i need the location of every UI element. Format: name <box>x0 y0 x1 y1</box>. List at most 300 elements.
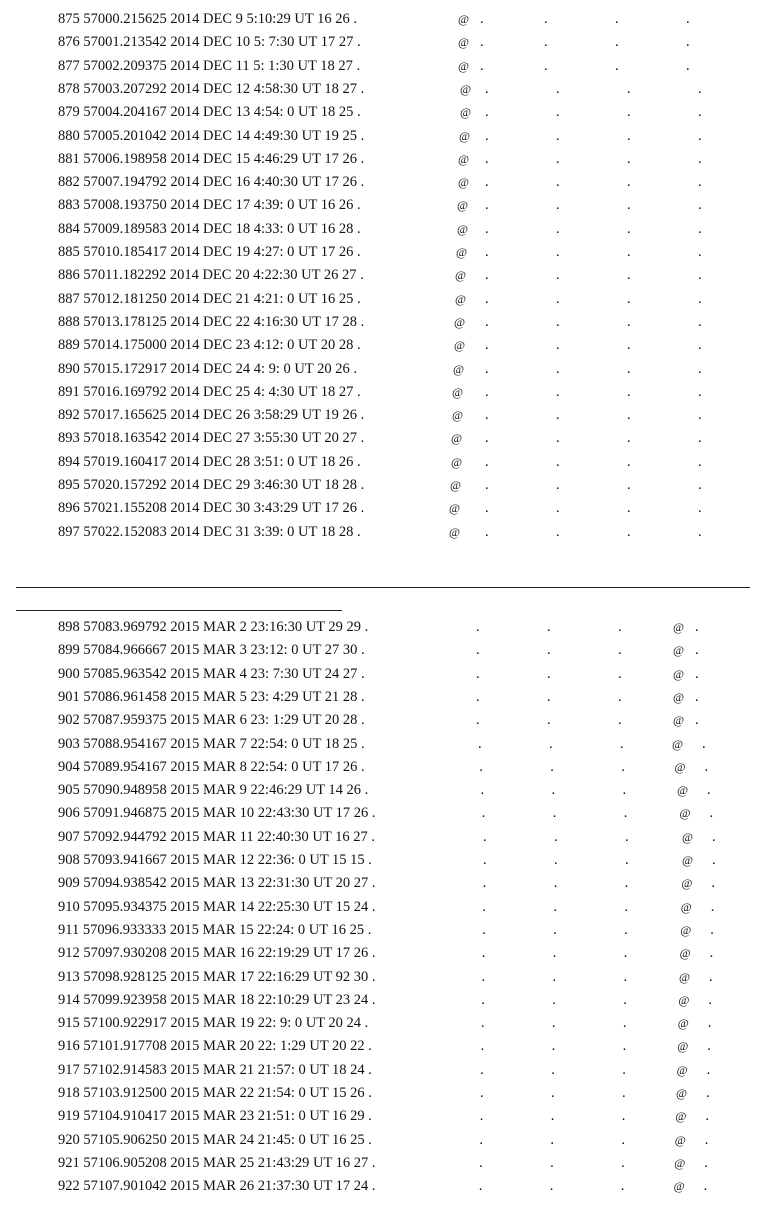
table-row <box>0 148 758 171</box>
position-marker: @ <box>450 478 462 492</box>
separator-rule-short <box>16 610 342 611</box>
table-row <box>0 427 758 450</box>
dot-marker: . <box>554 828 558 845</box>
dot-marker: . <box>482 898 487 915</box>
position-marker: @ <box>452 408 464 423</box>
row-record-text: 877 57002.209375 2014 DEC 11 5: 1:30 UT 18 27 . <box>58 57 361 74</box>
row-record-text: 892 57017.165625 2014 DEC 26 3:58:29 UT 19 26 . <box>58 407 365 424</box>
dot-marker: . <box>698 430 702 447</box>
dot-marker: . <box>553 898 558 915</box>
dot-marker: . <box>698 80 702 97</box>
dot-marker: . <box>556 150 560 167</box>
dot-marker: . <box>709 968 713 985</box>
dot-marker: . <box>552 968 557 985</box>
dot-marker: . <box>620 1178 625 1195</box>
position-marker: @ . <box>673 712 699 729</box>
row-record-text: 894 57019.160417 2014 DEC 28 3:51: 0 UT 18 26 . <box>58 453 361 470</box>
table-row <box>0 966 758 989</box>
position-marker: @ <box>679 946 691 961</box>
row-record-text: 886 57011.182292 2014 DEC 20 4:22:30 UT 26 27 . <box>58 267 364 284</box>
dot-marker: . <box>485 313 489 330</box>
position-marker: @ . <box>458 11 484 27</box>
dot-marker: . <box>479 1131 484 1148</box>
table-row <box>0 474 758 497</box>
dot-marker: . <box>622 1038 627 1055</box>
dot-marker: . <box>481 945 486 962</box>
dot-marker: . <box>698 523 702 540</box>
row-record-text: 900 57085.963542 2015 MAR 4 23: 7:30 UT 24 27 . <box>58 665 365 682</box>
dot-marker: . <box>618 642 622 659</box>
row-record-text: 918 57103.912500 2015 MAR 22 21:54: 0 UT 15 26 . <box>58 1085 372 1101</box>
dot-marker: . <box>620 735 624 752</box>
dot-marker: . <box>615 11 619 27</box>
dot-marker: . <box>480 782 485 799</box>
dot-marker: . <box>698 477 702 493</box>
table-row <box>0 334 758 357</box>
dot-marker: . <box>627 104 631 121</box>
table-row <box>0 521 758 544</box>
dot-marker: . <box>622 1015 627 1032</box>
position-marker: @ <box>677 1039 689 1054</box>
dot-marker: . <box>556 360 560 377</box>
dot-marker: . <box>627 290 631 307</box>
dot-marker: . <box>476 712 480 729</box>
dot-marker: . <box>698 267 702 284</box>
dot-marker: . <box>556 127 560 144</box>
dot-marker: . <box>627 477 631 493</box>
position-marker: @ <box>457 221 469 236</box>
dot-marker: . <box>476 642 480 659</box>
row-record-text: 911 57096.933333 2015 MAR 15 22:24: 0 UT 16 25 . <box>58 921 372 938</box>
row-record-text: 883 57008.193750 2014 DEC 17 4:39: 0 UT 16 26 . <box>58 197 361 214</box>
row-record-text: 914 57099.923958 2015 MAR 18 22:10:29 UT 23 24 . <box>58 991 376 1008</box>
dot-marker: . <box>479 1154 483 1171</box>
position-marker: @ . <box>673 688 699 705</box>
dot-marker: . <box>627 244 631 260</box>
table-row <box>0 826 758 849</box>
dot-marker: . <box>547 688 551 705</box>
table-row <box>0 802 758 825</box>
dot-marker: . <box>556 104 560 121</box>
row-record-text: 897 57022.152083 2014 DEC 31 3:39: 0 UT 18 28 . <box>58 523 361 540</box>
position-marker: @ <box>680 899 692 914</box>
dot-marker: . <box>551 1085 555 1101</box>
dot-marker: . <box>698 360 702 377</box>
dot-marker: . <box>627 220 631 237</box>
dot-marker: . <box>706 1085 710 1101</box>
dot-marker: . <box>544 57 548 74</box>
dot-marker: . <box>621 758 625 775</box>
dot-marker: . <box>627 523 631 540</box>
row-record-text: 904 57089.954167 2015 MAR 8 22:54: 0 UT 17 26 . <box>58 758 365 775</box>
dot-marker: . <box>621 1131 626 1148</box>
dot-marker: . <box>485 80 489 97</box>
table-row <box>0 55 758 78</box>
dot-marker: . <box>710 898 715 915</box>
table-row <box>0 1082 758 1105</box>
table-row <box>0 1105 758 1128</box>
table-row <box>0 663 758 686</box>
row-record-text: 915 57100.922917 2015 MAR 19 22: 9: 0 UT 20 24 . <box>58 1015 369 1032</box>
position-marker: @ <box>677 783 689 798</box>
position-marker: @ <box>680 922 692 937</box>
row-record-text: 896 57021.155208 2014 DEC 30 3:43:29 UT 17 26 . <box>58 500 365 517</box>
position-marker: @ <box>675 1109 687 1124</box>
table-row <box>0 8 758 31</box>
dot-marker: . <box>553 921 557 938</box>
dot-marker: . <box>485 453 489 470</box>
position-marker: @ <box>681 876 693 891</box>
dot-marker: . <box>483 828 487 845</box>
row-record-text: 907 57092.944792 2015 MAR 11 22:40:30 UT 16 27 . <box>58 828 375 845</box>
position-marker: @ <box>677 1016 689 1031</box>
position-marker: @ . <box>458 34 484 51</box>
table-row <box>0 194 758 217</box>
dot-marker: . <box>627 80 631 97</box>
row-record-text: 889 57014.175000 2014 DEC 23 4:12: 0 UT 20 28 . <box>58 337 361 354</box>
dot-marker: . <box>622 1061 626 1078</box>
row-record-text: 885 57010.185417 2014 DEC 19 4:27: 0 UT 17 26 . <box>58 244 361 260</box>
row-record-text: 903 57088.954167 2015 MAR 7 22:54: 0 UT 18 25 . <box>58 735 365 752</box>
row-record-text: 922 57107.901042 2015 MAR 26 21:37:30 UT 17 24 . <box>58 1178 376 1195</box>
position-marker: @ <box>679 969 691 984</box>
row-record-text: 920 57105.906250 2015 MAR 24 21:45: 0 UT 16 25 . <box>58 1131 372 1148</box>
dot-marker: . <box>622 1085 626 1101</box>
dot-marker: . <box>698 127 702 144</box>
dot-marker: . <box>622 782 627 799</box>
dot-marker: . <box>547 712 551 729</box>
dot-marker: . <box>551 782 556 799</box>
table-row <box>0 1152 758 1175</box>
row-record-text: 916 57101.917708 2015 MAR 20 22: 1:29 UT 20 22 . <box>58 1038 372 1055</box>
dot-marker: . <box>627 150 631 167</box>
dot-marker: . <box>624 898 629 915</box>
dot-marker: . <box>547 642 551 659</box>
dot-marker: . <box>544 34 548 51</box>
row-record-text: 882 57007.194792 2014 DEC 16 4:40:30 UT 17 26 . <box>58 174 365 191</box>
dot-marker: . <box>615 34 619 51</box>
table-row <box>0 264 758 287</box>
position-marker: @ . <box>673 642 699 659</box>
table-row <box>0 849 758 872</box>
dot-marker: . <box>627 360 631 377</box>
row-record-text: 912 57097.930208 2015 MAR 16 22:19:29 UT 17 26 . <box>58 945 376 962</box>
position-marker: @ <box>455 291 467 306</box>
dot-marker: . <box>698 244 702 260</box>
table-row <box>0 1175 758 1198</box>
row-record-text: 906 57091.946875 2015 MAR 10 22:43:30 UT 17 26 . <box>58 805 376 822</box>
dot-marker: . <box>485 267 489 284</box>
position-marker: @ <box>676 1086 688 1100</box>
row-record-text: 890 57015.172917 2014 DEC 24 4: 9: 0 UT 20 26 . <box>58 360 357 377</box>
row-record-text: 895 57020.157292 2014 DEC 29 3:46:30 UT 18 28 . <box>58 477 365 493</box>
row-record-text: 875 57000.215625 2014 DEC 9 5:10:29 UT 16 26 . <box>58 11 357 27</box>
dot-marker: . <box>556 267 560 284</box>
dot-marker: . <box>479 1108 484 1125</box>
row-record-text: 908 57093.941667 2015 MAR 12 22:36: 0 UT 15 15 . <box>58 852 372 868</box>
dot-marker: . <box>627 174 631 191</box>
dot-marker: . <box>485 104 489 121</box>
position-marker: @ <box>454 338 466 353</box>
dot-marker: . <box>709 805 714 822</box>
row-record-text: 887 57012.181250 2014 DEC 21 4:21: 0 UT 16 25 . <box>58 290 361 307</box>
row-record-text: 878 57003.207292 2014 DEC 12 4:58:30 UT 18 27 . <box>58 80 365 97</box>
row-record-text: 902 57087.959375 2015 MAR 6 23: 1:29 UT 20 28 . <box>58 712 365 729</box>
dot-marker: . <box>478 1178 483 1195</box>
dot-marker: . <box>706 1061 711 1078</box>
dot-marker: . <box>485 360 489 377</box>
dot-marker: . <box>483 852 487 868</box>
dot-marker: . <box>549 1178 554 1195</box>
dot-marker: . <box>556 383 560 400</box>
dot-marker: . <box>686 57 690 74</box>
dot-marker: . <box>485 150 489 167</box>
row-record-text: 876 57001.213542 2014 DEC 10 5: 7:30 UT 17 27 . <box>58 34 361 51</box>
dot-marker: . <box>698 407 702 424</box>
row-record-text: 913 57098.928125 2015 MAR 17 22:16:29 UT 92 30 . <box>58 968 376 985</box>
dot-marker: . <box>698 337 702 354</box>
dot-marker: . <box>698 150 702 167</box>
position-marker: @ <box>456 245 468 259</box>
dot-marker: . <box>481 968 486 985</box>
position-marker: @ <box>678 992 690 1007</box>
dot-marker: . <box>627 337 631 354</box>
dot-marker: . <box>481 805 486 822</box>
position-marker: @ <box>451 454 463 469</box>
table-row <box>0 942 758 965</box>
row-record-text: 884 57009.189583 2014 DEC 18 4:33: 0 UT 16 28 . <box>58 220 361 237</box>
dot-marker: . <box>712 852 716 868</box>
dot-marker: . <box>556 430 560 447</box>
table-row <box>0 125 758 148</box>
table-row <box>0 358 758 381</box>
dot-marker: . <box>482 921 486 938</box>
dot-marker: . <box>485 244 489 260</box>
dot-marker: . <box>547 665 551 682</box>
dot-marker: . <box>547 619 551 635</box>
dot-marker: . <box>627 407 631 424</box>
table-row <box>0 497 758 520</box>
table-row <box>0 31 758 54</box>
row-record-text: 899 57084.966667 2015 MAR 3 23:12: 0 UT 27 30 . <box>58 642 365 659</box>
dot-marker: . <box>485 197 489 214</box>
dot-marker: . <box>698 383 702 400</box>
table-row <box>0 733 758 756</box>
position-marker: @ . <box>458 57 484 74</box>
dot-marker: . <box>544 11 548 27</box>
dot-marker: . <box>556 290 560 307</box>
position-marker: @ <box>676 1062 688 1077</box>
row-record-text: 888 57013.178125 2014 DEC 22 4:16:30 UT 17 28 . <box>58 313 365 330</box>
dot-marker: . <box>552 945 557 962</box>
position-marker: @ <box>460 105 472 120</box>
dot-marker: . <box>698 104 702 121</box>
dot-marker: . <box>485 127 489 144</box>
dot-marker: . <box>485 337 489 354</box>
dot-marker: . <box>624 875 629 892</box>
dot-marker: . <box>627 383 631 400</box>
table-row <box>0 101 758 124</box>
dot-marker: . <box>623 945 628 962</box>
table-row <box>0 686 758 709</box>
position-marker: @ . <box>673 665 699 682</box>
dot-marker: . <box>686 11 690 27</box>
dot-marker: . <box>556 407 560 424</box>
row-record-text: 919 57104.910417 2015 MAR 23 21:51: 0 UT 16 29 . <box>58 1108 372 1125</box>
position-marker: @ <box>682 829 694 844</box>
dot-marker: . <box>708 991 713 1008</box>
dot-marker: . <box>556 313 560 330</box>
position-marker: @ <box>458 175 470 190</box>
table-row <box>0 381 758 404</box>
dot-marker: . <box>551 1038 556 1055</box>
dot-marker: . <box>627 197 631 214</box>
dot-marker: . <box>549 735 553 752</box>
dot-marker: . <box>482 875 487 892</box>
dot-marker: . <box>550 758 554 775</box>
row-record-text: 901 57086.961458 2015 MAR 5 23: 4:29 UT 21 28 . <box>58 688 365 705</box>
dot-marker: . <box>485 523 489 540</box>
row-record-text: 891 57016.169792 2014 DEC 25 4: 4:30 UT 18 27 . <box>58 383 361 400</box>
dot-marker: . <box>704 758 709 775</box>
table-row <box>0 756 758 779</box>
position-marker: @ <box>452 384 464 399</box>
table-row <box>0 896 758 919</box>
dot-marker: . <box>627 313 631 330</box>
row-record-text: 893 57018.163542 2014 DEC 27 3:55:30 UT 20 27 . <box>58 430 365 447</box>
row-record-text: 910 57095.934375 2015 MAR 14 22:25:30 UT 15 24 . <box>58 898 376 915</box>
dot-marker: . <box>476 619 480 635</box>
dot-marker: . <box>705 1108 710 1125</box>
table-row <box>0 616 758 639</box>
row-record-text: 917 57102.914583 2015 MAR 21 21:57: 0 UT 18 24 . <box>58 1061 372 1078</box>
table-row <box>0 919 758 942</box>
row-record-text: 905 57090.948958 2015 MAR 9 22:46:29 UT 14 26 . <box>58 782 369 799</box>
dot-marker: . <box>478 735 482 752</box>
position-marker: @ <box>674 1155 686 1170</box>
dot-marker: . <box>712 828 716 845</box>
dot-marker: . <box>550 1154 554 1171</box>
dot-marker: . <box>625 852 629 868</box>
dot-marker: . <box>627 267 631 284</box>
dot-marker: . <box>556 500 560 517</box>
table-row <box>0 872 758 895</box>
table-row <box>0 288 758 311</box>
table-row <box>0 311 758 334</box>
dot-marker: . <box>618 688 622 705</box>
position-marker: @ <box>458 151 470 166</box>
table-row <box>0 78 758 101</box>
dot-marker: . <box>556 80 560 97</box>
table-row <box>0 1129 758 1152</box>
table-row <box>0 404 758 427</box>
position-marker: @ <box>453 361 465 376</box>
dot-marker: . <box>623 968 628 985</box>
position-marker: @ <box>672 736 684 751</box>
row-record-text: 898 57083.969792 2015 MAR 2 23:16:30 UT 29 29 . <box>58 619 369 635</box>
position-marker: @ <box>679 806 691 821</box>
position-marker: @ <box>459 128 471 143</box>
dot-marker: . <box>618 712 622 729</box>
table-row <box>0 451 758 474</box>
dot-marker: . <box>485 290 489 307</box>
dot-marker: . <box>553 875 558 892</box>
table-row <box>0 639 758 662</box>
dot-marker: . <box>552 991 556 1008</box>
table-row <box>0 1012 758 1035</box>
dot-marker: . <box>480 1085 484 1101</box>
dot-marker: . <box>627 500 631 517</box>
position-marker: @ . <box>673 619 699 635</box>
position-marker: @ <box>460 81 472 96</box>
dot-marker: . <box>480 1061 484 1078</box>
dot-marker: . <box>703 1178 708 1195</box>
dot-marker: . <box>485 174 489 191</box>
table-row <box>0 1059 758 1082</box>
dot-marker: . <box>485 220 489 237</box>
dot-marker: . <box>624 921 628 938</box>
dot-marker: . <box>698 290 702 307</box>
row-record-text: 879 57004.204167 2014 DEC 13 4:54: 0 UT 18 25 . <box>58 104 361 121</box>
position-marker: @ <box>451 431 463 446</box>
dot-marker: . <box>556 477 560 493</box>
dot-marker: . <box>552 805 557 822</box>
dot-marker: . <box>554 852 558 868</box>
dot-marker: . <box>485 383 489 400</box>
row-record-text: 921 57106.905208 2015 MAR 25 21:43:29 UT 16 27 . <box>58 1154 376 1171</box>
dot-marker: . <box>698 220 702 237</box>
dot-marker: . <box>623 991 627 1008</box>
dot-marker: . <box>556 337 560 354</box>
dot-marker: . <box>621 1108 626 1125</box>
dot-marker: . <box>627 453 631 470</box>
dot-marker: . <box>551 1061 555 1078</box>
dot-marker: . <box>707 1038 711 1055</box>
dot-marker: . <box>550 1131 555 1148</box>
dot-marker: . <box>618 665 622 682</box>
dot-marker: . <box>480 1038 485 1055</box>
row-record-text: 880 57005.201042 2014 DEC 14 4:49:30 UT 19 25 . <box>58 127 365 144</box>
dot-marker: . <box>550 1108 555 1125</box>
dot-marker: . <box>709 945 714 962</box>
dot-marker: . <box>556 197 560 214</box>
table-row <box>0 709 758 732</box>
dot-marker: . <box>476 665 480 682</box>
dot-marker: . <box>615 57 619 74</box>
position-marker: @ <box>682 853 694 867</box>
dot-marker: . <box>556 453 560 470</box>
dot-marker: . <box>627 127 631 144</box>
position-marker: @ <box>673 1179 685 1194</box>
dot-marker: . <box>704 1154 708 1171</box>
table-row <box>0 241 758 264</box>
table-row <box>0 989 758 1012</box>
dot-marker: . <box>551 1015 556 1032</box>
dot-marker: . <box>707 1015 712 1032</box>
dot-marker: . <box>556 523 560 540</box>
dot-marker: . <box>485 407 489 424</box>
dot-marker: . <box>556 220 560 237</box>
table-row <box>0 1035 758 1058</box>
separator-rule-long <box>16 587 750 588</box>
dot-marker: . <box>481 991 485 1008</box>
position-marker: @ <box>455 268 467 283</box>
dot-marker: . <box>556 244 560 260</box>
position-marker: @ <box>454 314 466 329</box>
dot-marker: . <box>698 500 702 517</box>
dot-marker: . <box>479 758 483 775</box>
dot-marker: . <box>627 430 631 447</box>
